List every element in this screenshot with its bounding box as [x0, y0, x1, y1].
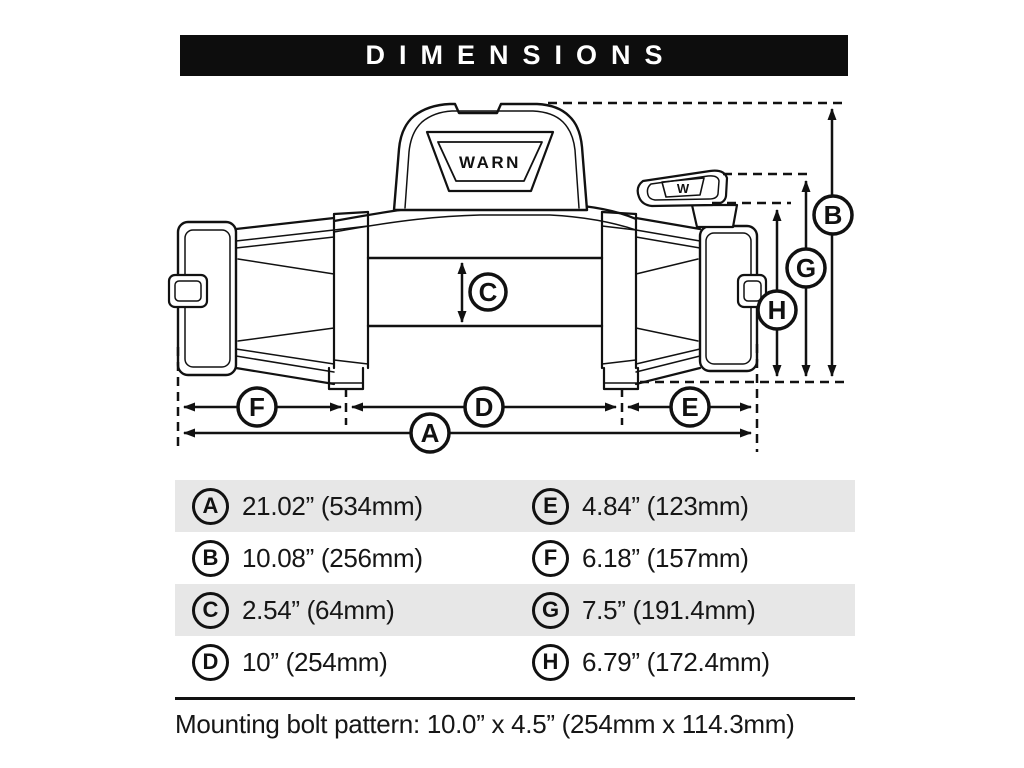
dim-badge-e: E [532, 488, 569, 525]
dim-badge-h: H [532, 644, 569, 681]
dim-value-h: 6.79” (172.4mm) [582, 646, 770, 677]
svg-text:G: G [795, 253, 817, 283]
dim-label-e [671, 388, 709, 426]
dimensions-title: DIMENSIONS [365, 40, 677, 70]
dim-label-b [814, 196, 852, 234]
dim-value-f: 6.18” (157mm) [582, 542, 749, 573]
mounting-bolt-note [175, 697, 855, 740]
dimensions-table [175, 480, 855, 688]
dim-badge-b: B [192, 540, 229, 577]
dim-label-a [411, 414, 449, 452]
dimension-labels [238, 196, 852, 452]
svg-text:E: E [681, 392, 699, 422]
dim-badge-f: F [532, 540, 569, 577]
dim-label-d [465, 388, 503, 426]
dim-label-f [238, 388, 276, 426]
warn-logo-text: WARN [459, 153, 521, 172]
dim-badge-g: G [532, 592, 569, 629]
dim-cell-d [175, 636, 515, 688]
dim-cell-e [515, 480, 855, 532]
dim-label-h [758, 291, 796, 329]
dim-cell-f [515, 532, 855, 584]
svg-text:A: A [420, 418, 440, 448]
dim-value-b: 10.08” (256mm) [242, 542, 423, 573]
dim-value-a: 21.02” (534mm) [242, 490, 423, 521]
dim-label-c [470, 274, 506, 310]
dim-value-e: 4.84” (123mm) [582, 490, 749, 521]
left-mounting-foot [329, 368, 363, 389]
mounting-bolt-text: Mounting bolt pattern: 10.0” x 4.5” (254mm x 114.3mm) [175, 709, 795, 739]
table-row [175, 636, 855, 688]
table-row [175, 584, 855, 636]
winch-drawing [169, 104, 766, 389]
dim-cell-g [515, 584, 855, 636]
dim-label-g [787, 249, 825, 287]
clutch-logo-text: W [676, 181, 690, 196]
dim-badge-c: C [192, 592, 229, 629]
right-mounting-foot [604, 368, 638, 389]
svg-text:D: D [474, 392, 494, 422]
svg-text:F: F [249, 392, 265, 422]
dim-badge-d: D [192, 644, 229, 681]
svg-text:B: B [823, 200, 843, 230]
dim-value-d: 10” (254mm) [242, 646, 388, 677]
table-row [175, 480, 855, 532]
dim-cell-b [175, 532, 515, 584]
dim-value-c: 2.54” (64mm) [242, 594, 395, 625]
dim-cell-c [175, 584, 515, 636]
table-row [175, 532, 855, 584]
dim-cell-h [515, 636, 855, 688]
svg-text:H: H [767, 295, 787, 325]
dim-badge-a: A [192, 488, 229, 525]
dim-cell-a [175, 480, 515, 532]
svg-text:C: C [478, 277, 498, 307]
dim-value-g: 7.5” (191.4mm) [582, 594, 756, 625]
